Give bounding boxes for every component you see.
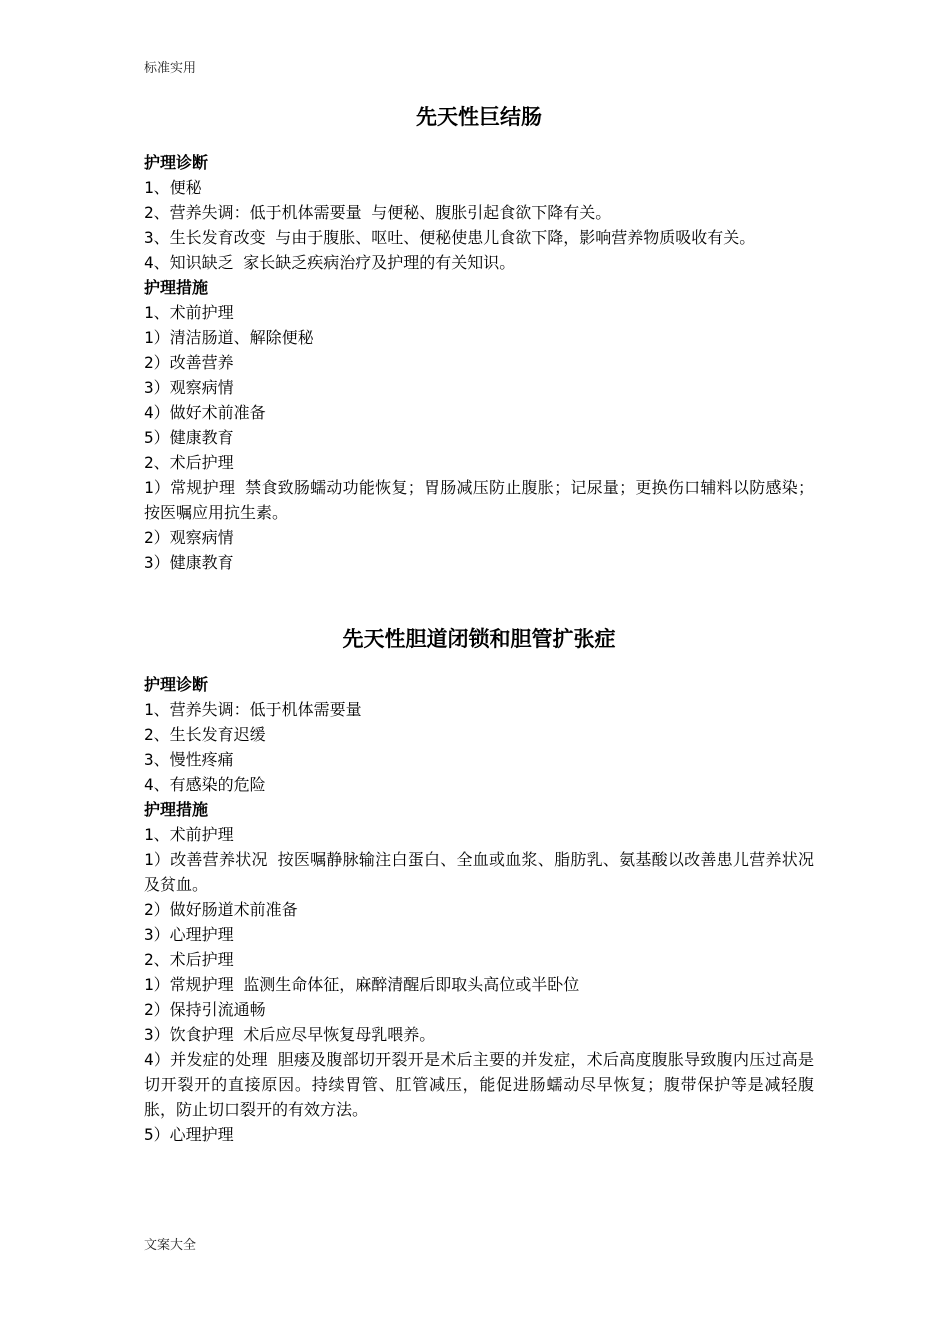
list-item: 1）常规护理 监测生命体征，麻醉清醒后即取头高位或半卧位 [144,975,580,994]
measures-block [144,275,814,575]
list-item: 3）饮食护理 术后应尽早恢复母乳喂养。 [144,1025,436,1044]
list-item: 1、术前护理 [144,825,234,844]
list-item: 3）健康教育 [144,553,234,572]
list-item: 3、生长发育改变 与由于腹胀、呕吐、便秘使患儿食欲下降，影响营养物质吸收有关。 [144,228,756,247]
list-item: 1、营养失调：低于机体需要量 [144,700,362,719]
page-header: 标准实用 [144,61,197,76]
list-item: 2）保持引流通畅 [144,1000,266,1019]
measures-heading: 护理措施 [144,800,209,819]
page-footer: 文案大全 [144,1238,197,1253]
diagnosis-block [144,150,814,275]
list-item: 4）并发症的处理 胆瘘及腹部切开裂开是术后主要的并发症，术后高度腹胀导致腹内压过高是切开裂开的直接原因。持续胃管、肛管减压，能促进肠蠕动尽早恢复；腹带保护等是减轻腹胀，防止切口裂开的有效方法。 [144,1050,814,1119]
list-item: 3）心理护理 [144,925,234,944]
list-item: 3）观察病情 [144,378,234,397]
list-item: 2）改善营养 [144,353,234,372]
list-item: 2、营养失调：低于机体需要量 与便秘、腹胀引起食欲下降有关。 [144,203,612,222]
list-item: 1）常规护理 禁食致肠蠕动功能恢复；胃肠减压防止腹胀；记尿量；更换伤口辅料以防感染；按医嘱应用抗生素。 [144,478,814,522]
list-item: 4、有感染的危险 [144,775,266,794]
list-item: 2、术后护理 [144,950,234,969]
list-item: 2）做好肠道术前准备 [144,900,298,919]
list-item: 3、慢性疼痛 [144,750,234,769]
diagnosis-block [144,672,814,797]
section-biliary-atresia [144,624,814,1147]
list-item: 2）观察病情 [144,528,234,547]
list-item: 2、生长发育迟缓 [144,725,266,744]
list-item: 4）做好术前准备 [144,403,266,422]
list-item: 1、术前护理 [144,303,234,322]
list-item: 5）心理护理 [144,1125,234,1144]
list-item: 4、知识缺乏 家长缺乏疾病治疗及护理的有关知识。 [144,253,516,272]
list-item: 1）清洁肠道、解除便秘 [144,328,314,347]
list-item: 1、便秘 [144,178,202,197]
section-title: 先天性巨结肠 [416,105,542,129]
section-title: 先天性胆道闭锁和胆管扩张症 [342,627,616,651]
measures-block [144,797,814,1147]
list-item: 1）改善营养状况 按医嘱静脉输注白蛋白、全血或血浆、脂肪乳、氨基酸以改善患儿营养状况及贫血。 [144,850,814,894]
section-hirschsprung [144,102,814,575]
list-item: 5）健康教育 [144,428,234,447]
list-item: 2、术后护理 [144,453,234,472]
diagnosis-heading: 护理诊断 [144,153,209,172]
diagnosis-heading: 护理诊断 [144,675,209,694]
measures-heading: 护理措施 [144,278,209,297]
